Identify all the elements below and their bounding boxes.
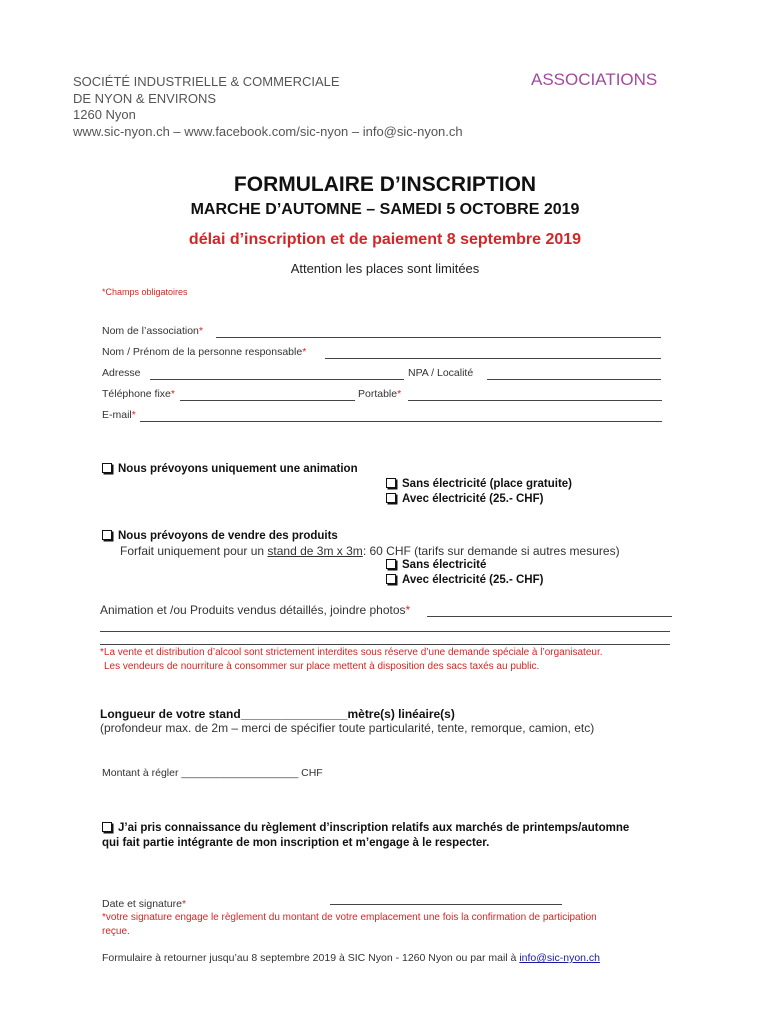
- phone-label: Téléphone fixe*: [102, 388, 175, 400]
- npa-label: NPA / Localité: [408, 367, 474, 379]
- address-label: Adresse: [102, 367, 141, 379]
- alcohol-note: *La vente et distribution d’alcool sont strictement interdites sous réserve d’une demande spéciale à l’organisateur.: [100, 647, 603, 658]
- signature-field[interactable]: [330, 904, 562, 905]
- animation-electricity-checkbox[interactable]: Avec électricité (25.- CHF): [386, 493, 543, 505]
- checkbox-icon: [102, 822, 112, 832]
- food-note: Les vendeurs de nourriture à consommer sur place mettent à disposition des sacs taxés au public.: [104, 661, 540, 672]
- checkbox-icon: [386, 559, 396, 569]
- agreement-text-line2: qui fait partie intégrante de mon inscription et m’engage à le respecter.: [102, 837, 490, 849]
- amount-label: Montant à régler ____________________ CHF: [102, 767, 323, 779]
- association-field[interactable]: [216, 337, 661, 338]
- animation-checkbox[interactable]: Nous prévoyons uniquement une animation: [102, 463, 358, 475]
- deadline-text: délai d’inscription et de paiement 8 septembre 2019: [188, 231, 582, 248]
- checkbox-icon: [386, 493, 396, 503]
- mobile-label: Portable*: [358, 388, 402, 400]
- email-label: E-mail*: [102, 409, 136, 421]
- details-field-2[interactable]: [100, 631, 670, 632]
- required-fields-note: *Champs obligatoires: [102, 287, 188, 297]
- responsible-field[interactable]: [325, 358, 661, 359]
- org-name-line2: DE NYON & ENVIRONS: [73, 91, 217, 106]
- signature-note-line2: reçue.: [102, 926, 130, 937]
- email-field[interactable]: [140, 421, 662, 422]
- return-instructions: Formulaire à retourner jusqu’au 8 septembre 2019 à SIC Nyon - 1260 Nyon ou par mail à info@sic-nyon.ch: [102, 952, 601, 964]
- form-title: FORMULAIRE D’INSCRIPTION: [233, 173, 537, 196]
- category-label: ASSOCIATIONS: [531, 70, 658, 89]
- signature-label: Date et signature*: [102, 898, 187, 910]
- responsible-label: Nom / Prénom de la personne responsable*: [102, 346, 307, 358]
- checkbox-icon: [386, 478, 396, 488]
- stand-hint: (profondeur max. de 2m – merci de spécifier toute particularité, tente, remorque, camion, etc): [100, 721, 595, 735]
- npa-field[interactable]: [487, 379, 661, 380]
- checkbox-icon: [102, 463, 112, 473]
- details-field-3[interactable]: [100, 644, 670, 645]
- limited-places-notice: Attention les places sont limitées: [290, 261, 480, 276]
- forfait-text: Forfait uniquement pour un stand de 3m x 3m: 60 CHF (tarifs sur demande si autres mesures): [120, 544, 620, 558]
- event-title: MARCHE D’AUTOMNE – SAMEDI 5 OCTOBRE 2019: [190, 201, 580, 218]
- checkbox-icon: [386, 574, 396, 584]
- stand-length-label: Longueur de votre stand________________mètre(s) linéaire(s): [100, 707, 455, 721]
- checkbox-icon: [102, 530, 112, 540]
- details-label: Animation et /ou Produits vendus détaillés, joindre photos*: [100, 603, 411, 617]
- email-link[interactable]: info@sic-nyon.ch: [519, 952, 601, 964]
- org-contacts: www.sic-nyon.ch – www.facebook.com/sic-nyon – info@sic-nyon.ch: [73, 124, 463, 139]
- phone-field[interactable]: [180, 400, 355, 401]
- products-checkbox[interactable]: Nous prévoyons de vendre des produits: [102, 530, 338, 542]
- address-field[interactable]: [150, 379, 404, 380]
- products-no-electricity-checkbox[interactable]: Sans électricité: [386, 559, 486, 571]
- signature-note-line1: *votre signature engage le règlement du montant de votre emplacement une fois la confirmation de participation: [102, 912, 597, 923]
- details-field-1[interactable]: [427, 616, 672, 617]
- association-label: Nom de l’association*: [102, 325, 203, 337]
- products-electricity-checkbox[interactable]: Avec électricité (25.- CHF): [386, 574, 543, 586]
- org-name-line1: SOCIÉTÉ INDUSTRIELLE & COMMERCIALE: [73, 74, 340, 89]
- animation-no-electricity-checkbox[interactable]: Sans électricité (place gratuite): [386, 478, 572, 490]
- org-city: 1260 Nyon: [73, 107, 136, 122]
- agreement-checkbox[interactable]: J’ai pris connaissance du règlement d’inscription relatifs aux marchés de printemps/automne: [102, 822, 629, 834]
- mobile-field[interactable]: [408, 400, 662, 401]
